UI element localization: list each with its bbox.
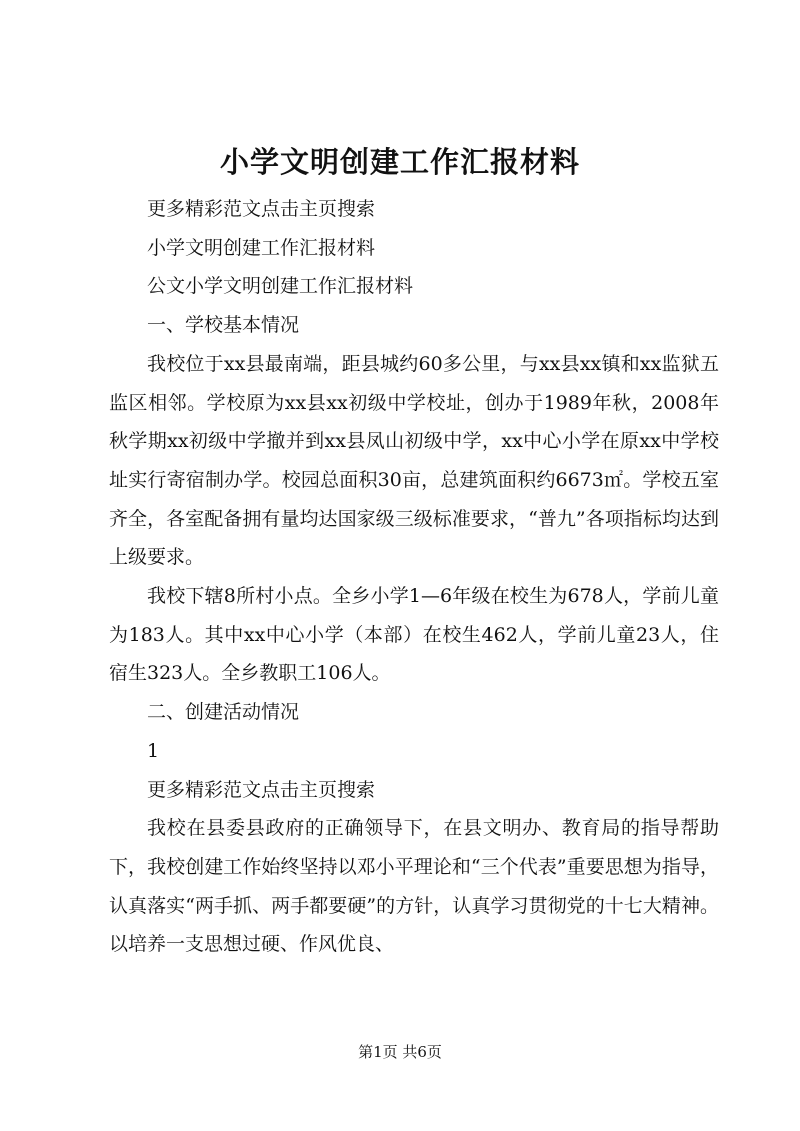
paragraph-subtitle: 小学文明创建工作汇报材料 xyxy=(147,236,376,259)
paragraph-school-enrollment: 我校下辖8所村小点。全乡小学1—6年级在校生为678人，学前儿童为183人。其中xx中心小学（本部）在校生462人，学前儿童23人，住宿生323人。全乡教职工106人。 xyxy=(109,585,719,685)
paragraph-creation-work: 我校在县委县政府的正确领导下，在县文明办、教育局的指导帮助下，我校创建工作始终坚持以邓小平理论和“三个代表”重要思想为指导，认真落实“两手抓、两手都要硬”的方针，认真学习贯彻党的十七大精神。以培养一支思想过硬、作风优良、 xyxy=(109,817,719,956)
paragraph-more-essays-link-2: 更多精彩范文点击主页搜索 xyxy=(147,778,376,801)
section-heading-activities: 二、创建活动情况 xyxy=(147,701,300,724)
section-heading-basic-info: 一、学校基本情况 xyxy=(147,314,300,337)
document-title: 小学文明创建工作汇报材料 xyxy=(219,145,580,179)
page-footer: 第1页 共6页 xyxy=(358,1043,442,1061)
document-body xyxy=(109,190,719,964)
paragraph-number: 1 xyxy=(147,739,160,762)
paragraph-more-essays-link: 更多精彩范文点击主页搜索 xyxy=(147,198,376,220)
paragraph-school-location: 我校位于xx县最南端，距县城约60多公里，与xx县xx镇和xx监狱五监区相邻。学校原为xx县xx初级中学校址，创办于1989年秋，2008年秋学期xx初级中学撤并到xx县凤山初级中学，xx中心小学在原xx中学校址实行寄宿制办学。校园总面积30亩，总建筑面积约6673㎡。学校五室齐全，各室配备拥有量均达国家级三级标准要求，“普九”各项指标均达到上级要求。 xyxy=(109,352,719,569)
paragraph-official-title: 公文小学文明创建工作汇报材料 xyxy=(147,275,414,298)
